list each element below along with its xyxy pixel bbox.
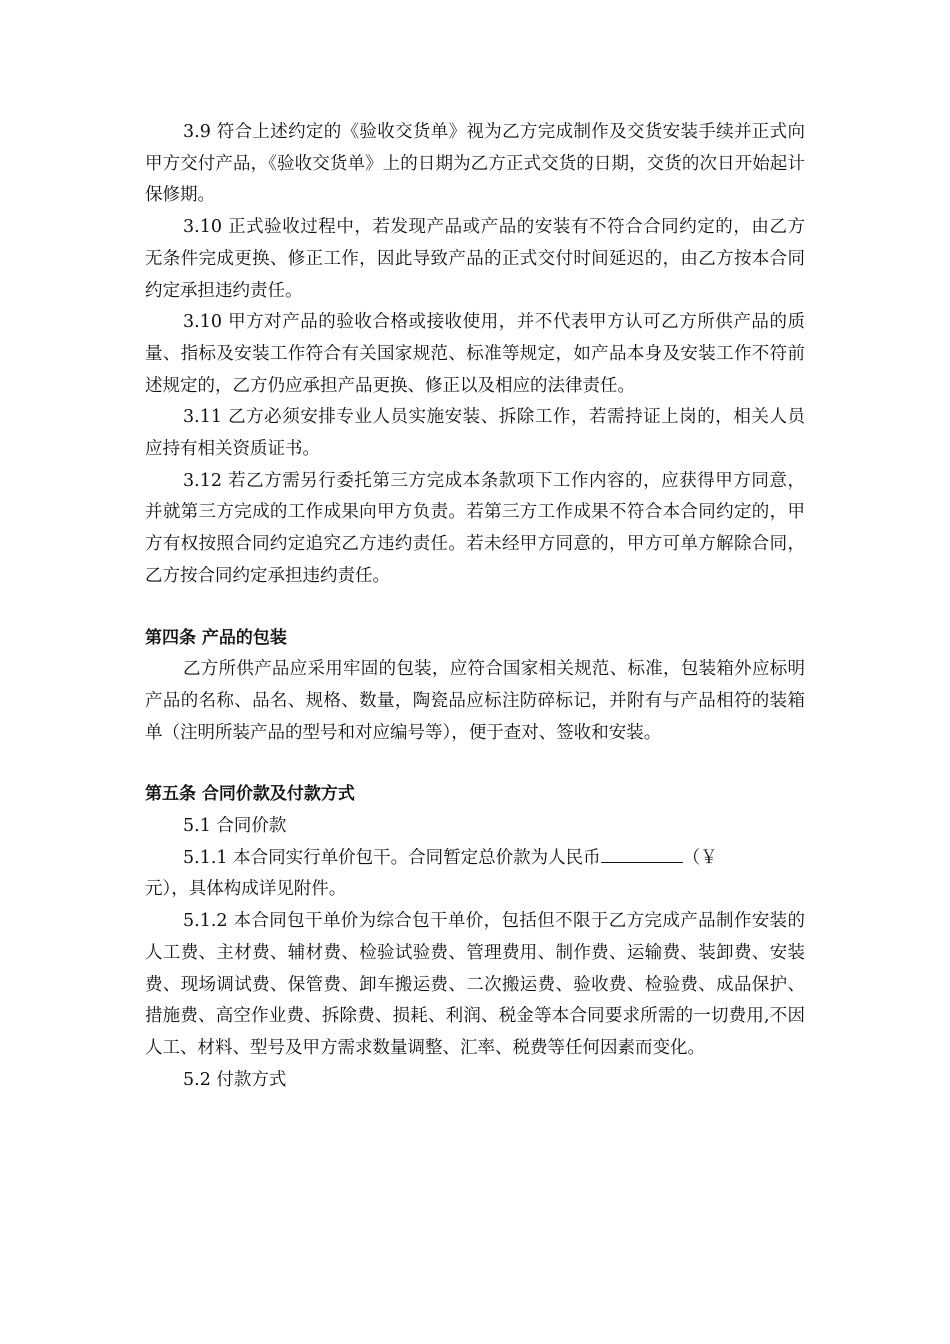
clause-3-9: 3.9 符合上述约定的《验收交货单》视为乙方完成制作及交货安装手续并正式向甲方交付产品，《验收交货单》上的日期为乙方正式交货的日期，交货的次日开始起计保修期。 <box>145 122 805 206</box>
section-5-heading: 第五条 合同价款及付款方式 <box>145 784 355 805</box>
clause-5-1-1-line2: 元），具体构成详见附件。 <box>145 879 347 900</box>
amount-blank-line <box>601 848 683 863</box>
section-spacer <box>145 749 805 779</box>
section-4-body: 乙方所供产品应采用牢固的包装，应符合国家相关规范、标准，包装箱外应标明产品的名称、品名、规格、数量，陶瓷品应标注防碎标记，并附有与产品相符的装箱单（注明所装产品的型号和对应编号等），便于查对、签收和安装。 <box>145 659 805 743</box>
clause-5-1-2: 5.1.2 本合同包干单价为综合包干单价，包括但不限于乙方完成产品制作安装的人工费、主材费、辅材费、检验试验费、管理费用、制作费、运输费、装卸费、安装费、现场调试费、保管费、卸车搬运费、二次搬运费、验收费、检验费、成品保护、措施费、高空作业费、拆除费、损耗、利润、税金等本合同要求所需的一切费用,不因人工、材料、型号及甲方需求数量调整、汇率、税费等任何因素而变化。 <box>145 911 805 1058</box>
clause-3-11: 3.11 乙方必须安排专业人员实施安装、拆除工作，若需持证上岗的，相关人员应持有相关资质证书。 <box>145 407 805 460</box>
clause-5-1-1-text: 5.1.1 本合同实行单价包干。合同暂定总价款为人民币 <box>183 847 601 868</box>
clause-3-10-acceptance: 3.10 正式验收过程中，若发现产品或产品的安装有不符合合同约定的，由乙方无条件完成更换、修正工作，因此导致产品的正式交付时间延迟的，由乙方按本合同约定承担违约责任。 <box>145 217 805 301</box>
clause-5-1-title: 5.1 合同价款 <box>183 816 287 837</box>
clause-3-10-responsibility: 3.10 甲方对产品的验收合格或接收使用，并不代表甲方认可乙方所供产品的质量、指标及安装工作符合有关国家规范、标准等规定，如产品本身及安装工作不符前述规定的，乙方仍应承担产品更换、修正以及相应的法律责任。 <box>145 312 805 396</box>
clause-5-2-title: 5.2 付款方式 <box>183 1069 287 1090</box>
clause-3-12: 3.12 若乙方需另行委托第三方完成本条款项下工作内容的，应获得甲方同意，并就第三方完成的工作成果向甲方负责。若第三方工作成果不符合本合同约定的，甲方有权按照合同约定追究乙方违约责任。若未经甲方同意的，甲方可单方解除合同，乙方按合同约定承担违约责任。 <box>145 470 805 586</box>
clause-5-1-1-currency: （￥ <box>682 847 718 868</box>
clause-5-1-1 <box>145 843 805 906</box>
contract-document <box>145 117 805 1096</box>
section-4-heading: 第四条 产品的包装 <box>145 627 287 648</box>
section-spacer <box>145 593 805 623</box>
